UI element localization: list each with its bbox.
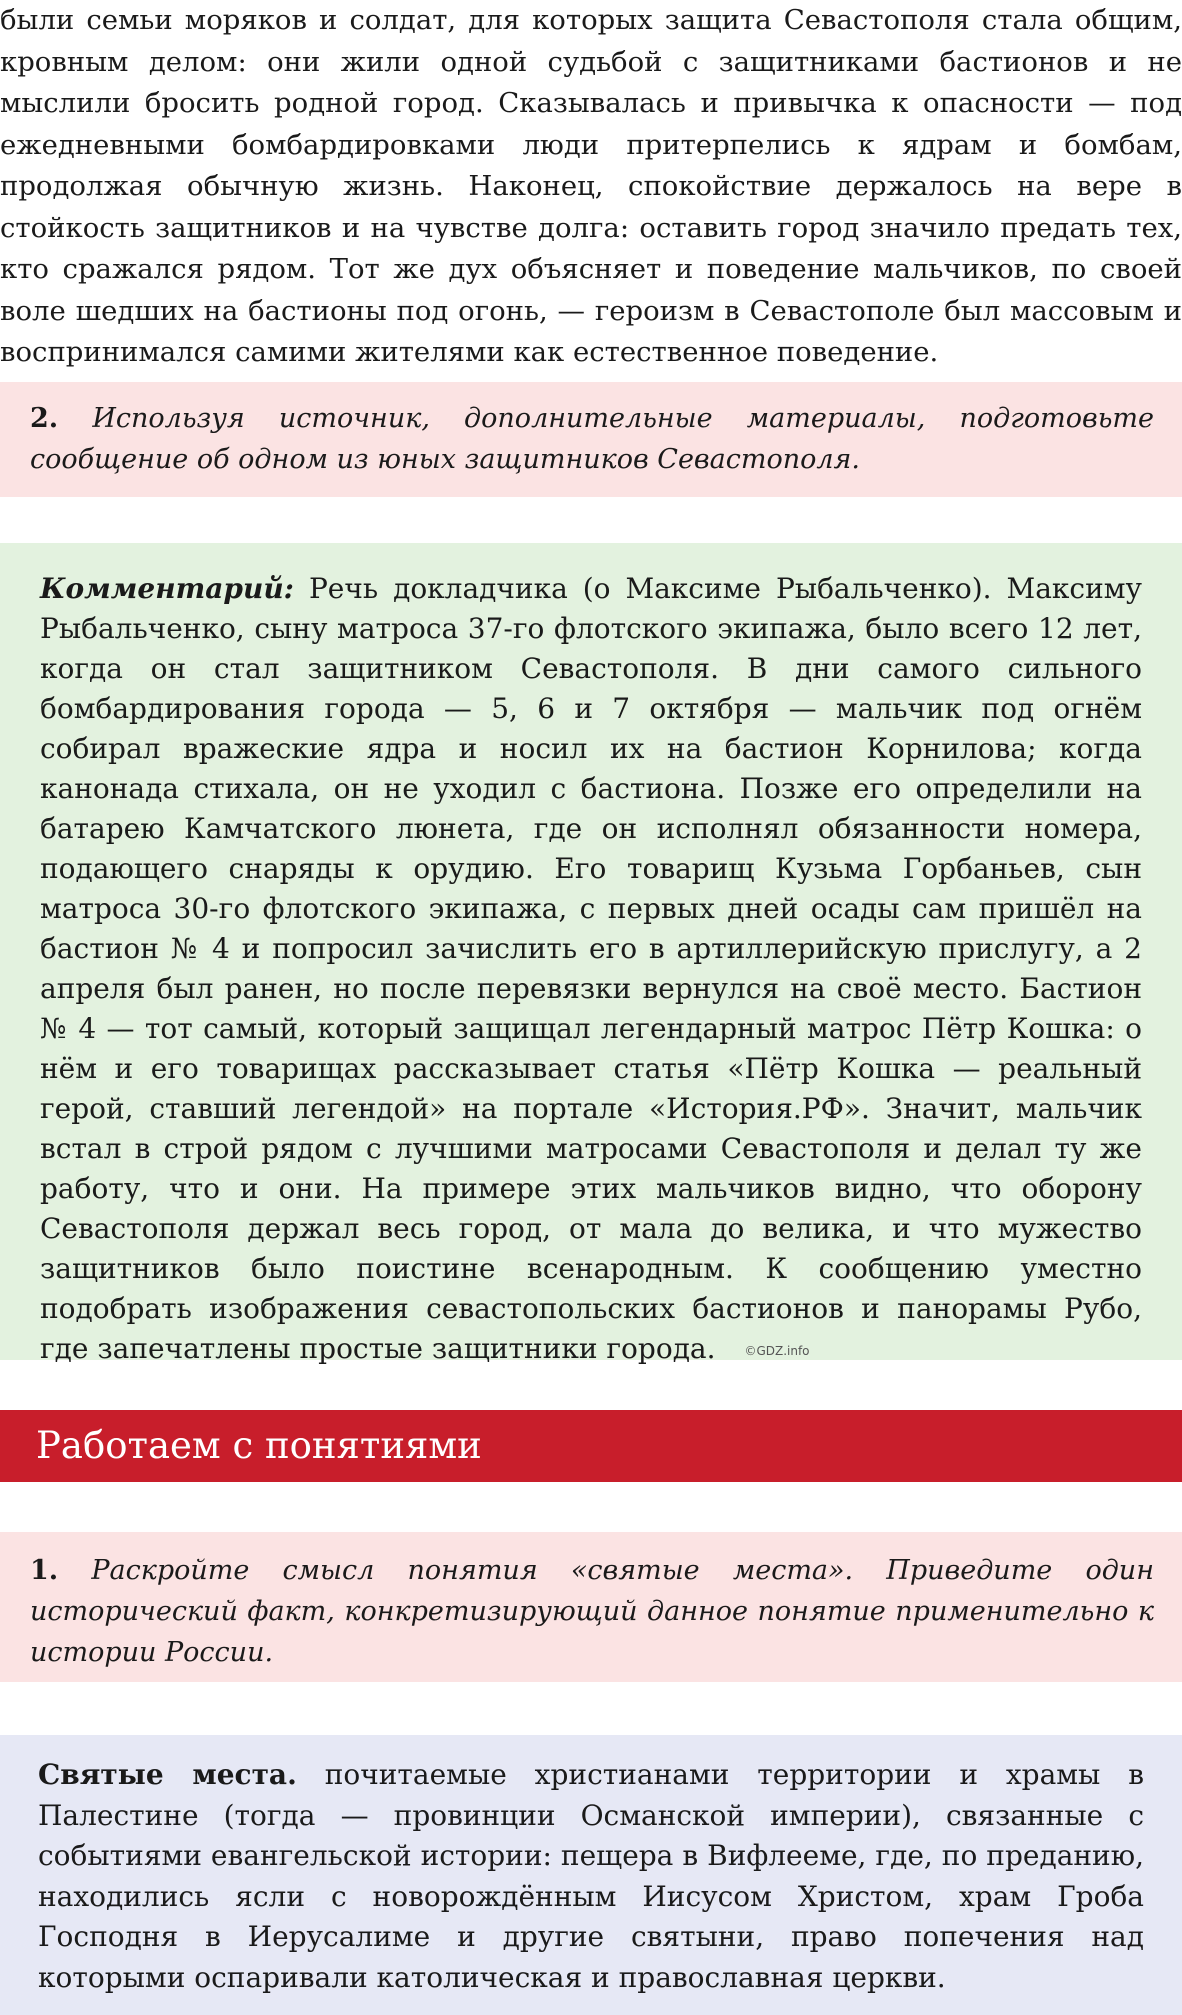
section-header [0,1410,1182,1482]
task-1-box [0,1532,1182,1682]
comment-text: Речь докладчика (о Максиме Рыбальченко). Максиму Рыбальченко, сыну матроса 37-го флотского экипажа, было всего 12 лет, когда он стал защитником Севастополя. В дни самого сильного бомбардирования города — 5, 6 и 7 октября — мальчик под огнём собирал вражеские ядра и носил их на бастион Корнилова; когда канонада стихала, он не уходил с бастиона. Позже его определили на батарею Камчатского люнета, где он исполнял обязанности номера, подающего снаряды к орудию. Его товарищ Кузьма Горбаньев, сын матроса 30-го флотского экипажа, с первых дней осады сам пришёл на бастион № 4 и попросил зачислить его в артиллерийскую прислугу, а 2 апреля был ранен, но после перевязки вернулся на своё место. Бастион № 4 — тот самый, который защищал легендарный матрос Пётр Кошка: о нём и его товарищах рассказывает статья «Пётр Кошка — реальный герой, ставший легендой» на портале «История.РФ». Значит, мальчик встал в строй рядом с лучшими матросами Севастополя и делал ту же работу, что и они. На примере этих мальчиков видно, что оборону Севастополя держал весь город, от мала до велика, и что мужество защитников было поистине всенародным. К сообщению уместно подобрать изображения севастопольских бастионов и панорамы Рубо, где запечатлены простые защитники города. [40,572,1142,1365]
comment-box [0,543,1182,1365]
task-2-number: 2. [30,403,59,434]
definition-box [0,1735,1182,2015]
task-2-question: Используя источник, дополнительные материалы, подготовьте сообщение об одном из юных защитников Севастополя. [30,403,1154,475]
task-1-question: Раскройте смысл понятия «святые места». Приведите один исторический факт, конкретизирующий данное понятие применительно к истории России. [30,1555,1154,1668]
definition-term: Святые места. [38,1758,297,1791]
section-title: Работаем с понятиями [36,1424,482,1467]
task-1-number: 1. [30,1555,59,1586]
intro-paragraph: были семьи моряков и солдат, для которых защита Севастополя стала общим, кровным делом: они жили одной судьбой с защитниками бастионов и не мыслили бросить родной город. Сказывалась и привычка к опасности — под ежедневными бомбардировками люди притерпелись к ядрам и бомбам, продолжая обычную жизнь. Наконец, спокойствие держалось на вере в стойкость защитников и на чувстве долга: оставить город значило предать тех, кто сражался рядом. Тот же дух объясняет и поведение мальчиков, по своей воле шедших на бастионы под огонь, — героизм в Севастополе был массовым и воспринимался самими жителями как естественное поведение. [0,4,1182,368]
comment-label: Комментарий: [40,572,295,605]
task-2-box [0,382,1182,497]
definition-text: почитаемые христианами территории и храмы в Палестине (тогда — провинции Османской империи), связанные с событиями евангельской истории: пещера в Вифлееме, где, по преданию, находились ясли с новорождённым Иисусом Христом, храм Гроба Господня в Иерусалиме и другие святыни, право попечения над которыми оспаривали католическая и православная церкви. [38,1758,1144,1994]
gdz-tag: ©GDZ.info [744,1343,810,1358]
